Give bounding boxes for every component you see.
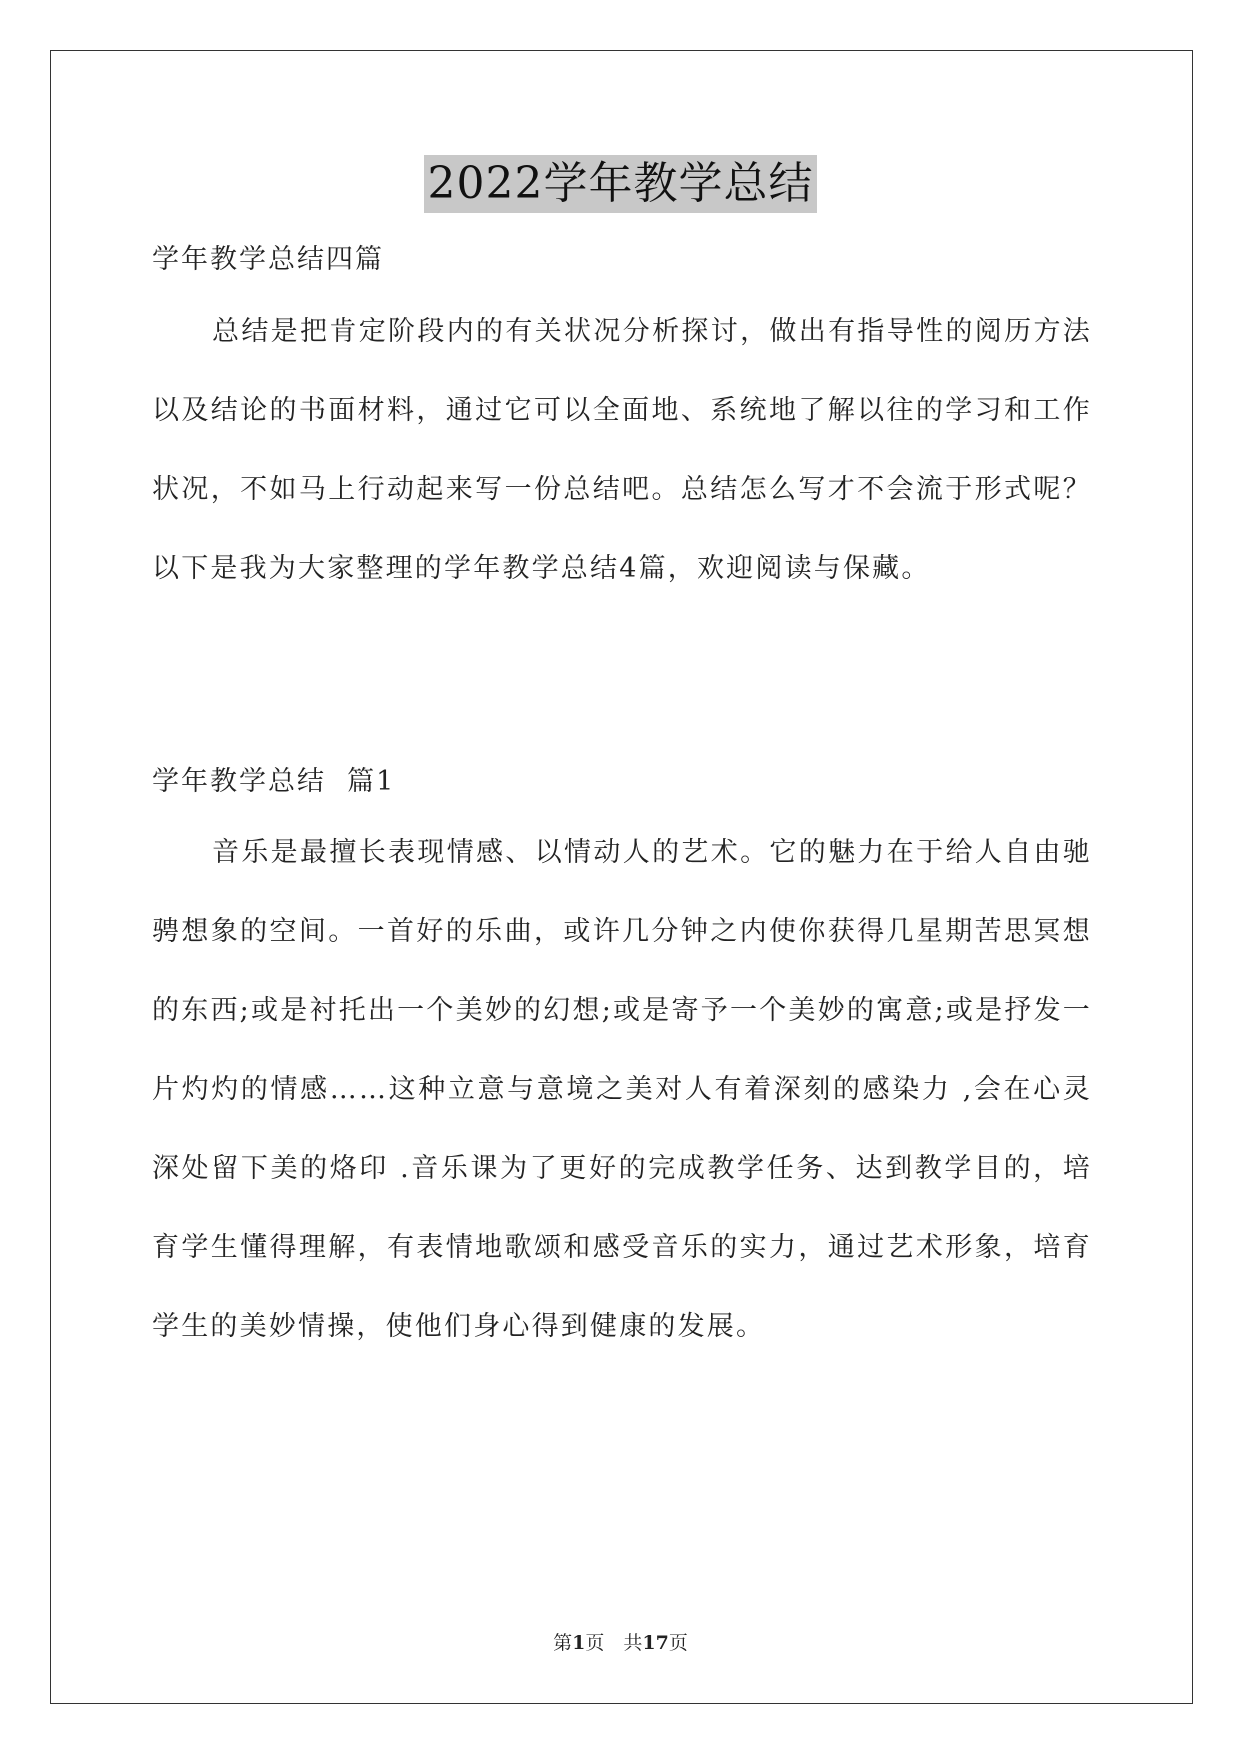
document-title: 2022学年教学总结: [424, 155, 818, 213]
footer-total-pages: 17: [642, 1632, 669, 1654]
page-footer: [0, 1630, 1241, 1656]
section-1-heading: 学年教学总结 篇1: [152, 766, 396, 797]
title-container: [0, 155, 1241, 213]
footer-mid: 页 共: [585, 1632, 643, 1654]
document-subtitle: 学年教学总结四篇: [152, 244, 384, 275]
section-1-body: 音乐是最擅长表现情感、以情动人的艺术。它的魅力在于给人自由驰骋想象的空间。一首好的乐曲，或许几分钟之内使你获得几星期苦思冥想的东西;或是衬托出一个美妙的幻想;或是寄予一个美妙的寓意;或是抒发一片灼灼的情感……这种立意与意境之美对人有着深刻的感染力 ,会在心灵深处留下美的烙印 .音乐课为了更好的完成教学任务、达到教学目的，培育学生懂得理解，有表情地歌颂和感受音乐的实力，通过艺术形象，培育学生的美妙情操，使他们身心得到健康的发展。: [152, 837, 1092, 1342]
footer-page-number: 1: [572, 1632, 586, 1654]
intro-paragraph: 总结是把肯定阶段内的有关状况分析探讨，做出有指导性的阅历方法以及结论的书面材料，通过它可以全面地、系统地了解以往的学习和工作状况，不如马上行动起来写一份总结吧。总结怎么写才不会流于形式呢？以下是我为大家整理的学年教学总结4篇，欢迎阅读与保藏。: [152, 316, 1092, 584]
footer-prefix: 第: [553, 1632, 573, 1654]
footer-suffix: 页: [668, 1632, 688, 1654]
